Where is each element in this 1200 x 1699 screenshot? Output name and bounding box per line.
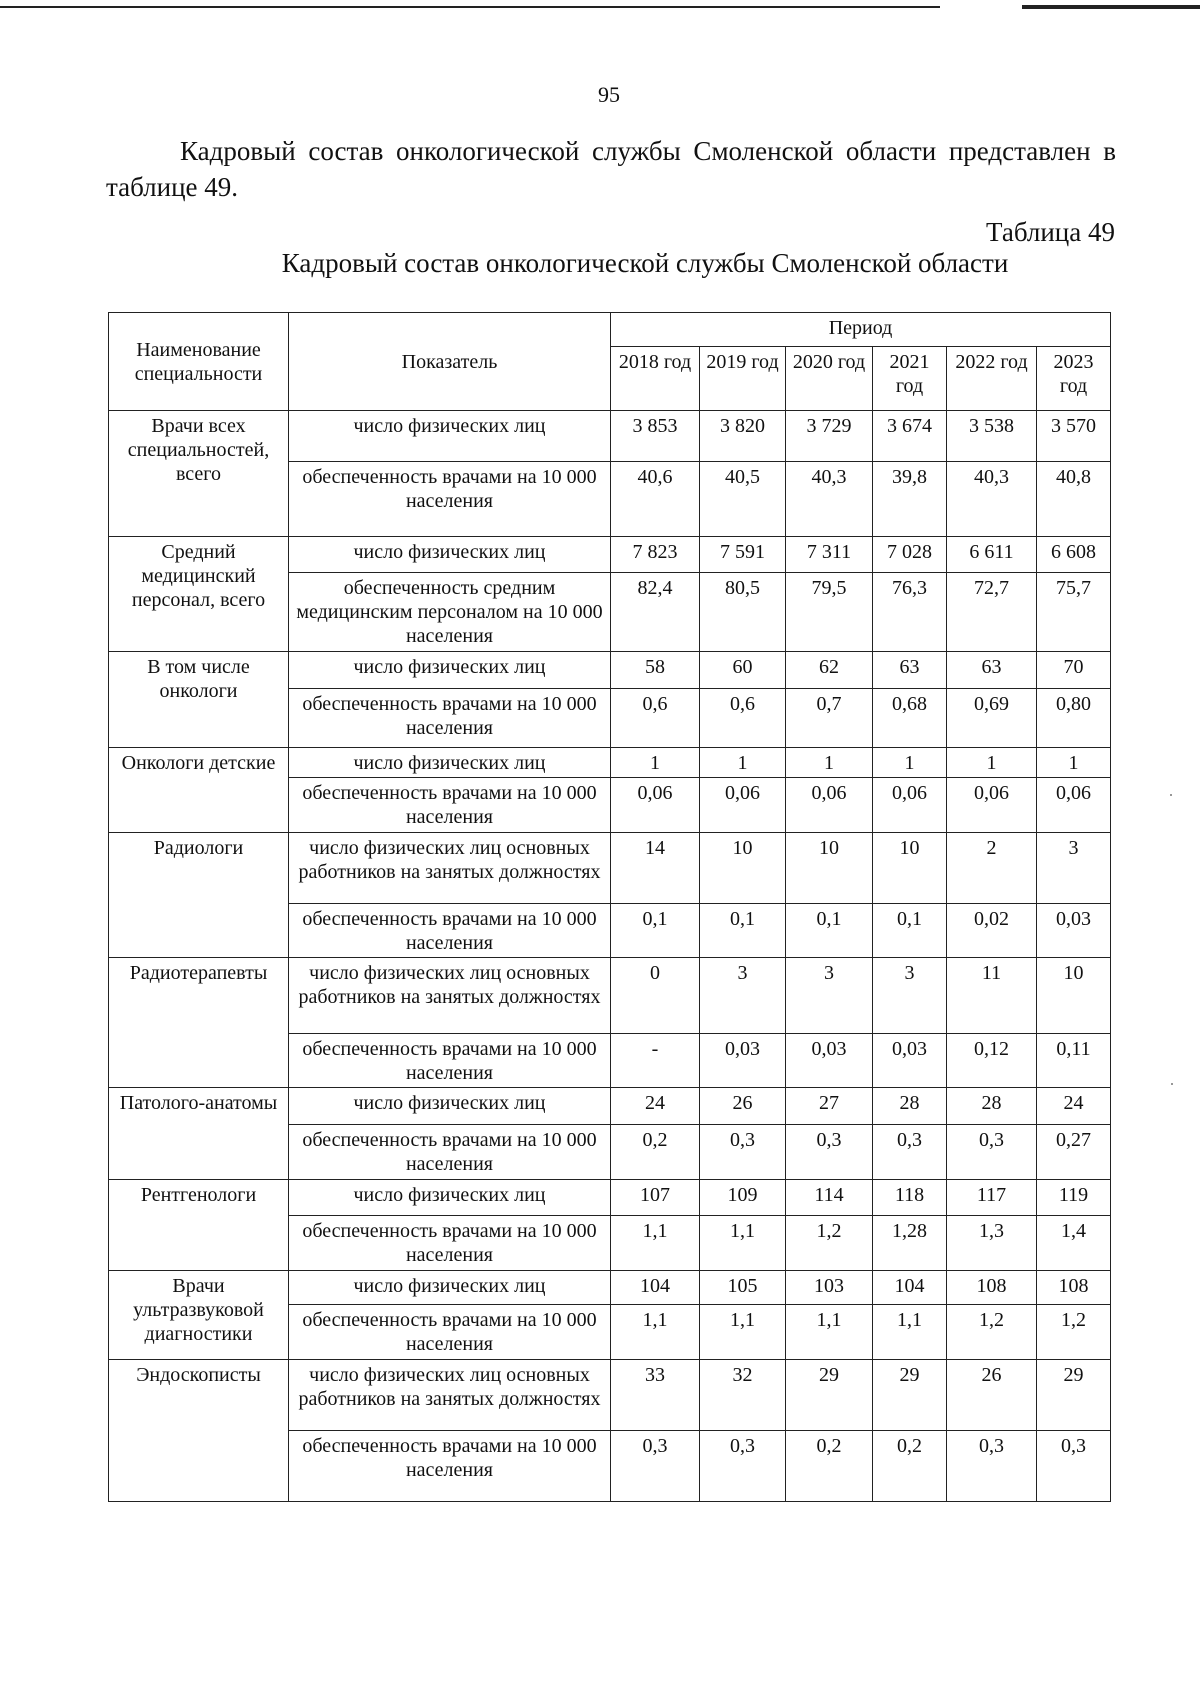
- value-cell: 0,12: [947, 1033, 1037, 1088]
- value-cell: 72,7: [947, 573, 1037, 652]
- value-cell: 1,1: [611, 1305, 700, 1360]
- value-cell: 0: [611, 958, 700, 1033]
- value-cell: 0,03: [700, 1033, 786, 1088]
- specialty-cell: Врачи ультразвуковой диагностики: [109, 1270, 289, 1359]
- header-year: 2020 год: [786, 347, 873, 411]
- value-cell: 58: [611, 652, 700, 689]
- value-cell: 0,3: [947, 1430, 1037, 1501]
- indicator-cell: обеспеченность врачами на 10 000 населения: [289, 1033, 611, 1088]
- value-cell: 0,6: [611, 688, 700, 747]
- value-cell: 108: [947, 1270, 1037, 1304]
- table-row: [109, 411, 1111, 462]
- value-cell: 0,68: [873, 688, 947, 747]
- specialty-cell: Радиотерапевты: [109, 958, 289, 1088]
- indicator-cell: число физических лиц основных работников на занятых должностях: [289, 958, 611, 1033]
- value-cell: 10: [700, 832, 786, 903]
- value-cell: 0,06: [786, 778, 873, 833]
- value-cell: 0,02: [947, 903, 1037, 958]
- value-cell: 3 820: [700, 411, 786, 462]
- table-row: [109, 1359, 1111, 1430]
- value-cell: 105: [700, 1270, 786, 1304]
- value-cell: 104: [873, 1270, 947, 1304]
- scan-speck: [1171, 1083, 1173, 1085]
- specialty-cell: Радиологи: [109, 832, 289, 958]
- indicator-cell: число физических лиц основных работников на занятых должностях: [289, 1359, 611, 1430]
- table-title: Кадровый состав онкологической службы Смоленской области: [281, 248, 1009, 278]
- value-cell: 0,3: [873, 1124, 947, 1179]
- staff-table: [108, 312, 1111, 1502]
- value-cell: 103: [786, 1270, 873, 1304]
- value-cell: 1: [611, 747, 700, 777]
- value-cell: 0,06: [700, 778, 786, 833]
- indicator-cell: обеспеченность врачами на 10 000 населения: [289, 1430, 611, 1501]
- indicator-cell: число физических лиц: [289, 411, 611, 462]
- table-label: Таблица 49: [986, 217, 1115, 247]
- value-cell: 104: [611, 1270, 700, 1304]
- value-cell: 0,3: [1037, 1430, 1111, 1501]
- value-cell: 0,3: [947, 1124, 1037, 1179]
- value-cell: 40,6: [611, 461, 700, 536]
- value-cell: 40,3: [786, 461, 873, 536]
- value-cell: 3: [700, 958, 786, 1033]
- value-cell: 29: [1037, 1359, 1111, 1430]
- value-cell: 1: [947, 747, 1037, 777]
- value-cell: 62: [786, 652, 873, 689]
- value-cell: 29: [873, 1359, 947, 1430]
- indicator-cell: обеспеченность врачами на 10 000 населения: [289, 903, 611, 958]
- value-cell: 11: [947, 958, 1037, 1033]
- scan-speck: [1170, 794, 1172, 796]
- value-cell: 63: [873, 652, 947, 689]
- header-year: 2018 год: [611, 347, 700, 411]
- indicator-cell: число физических лиц основных работников на занятых должностях: [289, 832, 611, 903]
- specialty-cell: Патолого-анатомы: [109, 1088, 289, 1179]
- page-number: 95: [598, 82, 620, 107]
- value-cell: 1,2: [786, 1216, 873, 1271]
- value-cell: 1: [786, 747, 873, 777]
- value-cell: 27: [786, 1088, 873, 1125]
- value-cell: 0,06: [947, 778, 1037, 833]
- value-cell: 118: [873, 1179, 947, 1216]
- value-cell: 33: [611, 1359, 700, 1430]
- header-period: Период: [611, 313, 1111, 347]
- indicator-cell: обеспеченность врачами на 10 000 населения: [289, 1305, 611, 1360]
- indicator-cell: число физических лиц: [289, 747, 611, 777]
- table-row: [109, 652, 1111, 689]
- indicator-cell: обеспеченность врачами на 10 000 населения: [289, 778, 611, 833]
- value-cell: 0,2: [786, 1430, 873, 1501]
- table-row: [109, 536, 1111, 573]
- value-cell: 0,1: [611, 903, 700, 958]
- specialty-cell: Онкологи детские: [109, 747, 289, 832]
- value-cell: 0,03: [1037, 903, 1111, 958]
- value-cell: 3: [1037, 832, 1111, 903]
- value-cell: 0,3: [786, 1124, 873, 1179]
- value-cell: 1: [873, 747, 947, 777]
- value-cell: 1,3: [947, 1216, 1037, 1271]
- value-cell: 28: [947, 1088, 1037, 1125]
- value-cell: 10: [1037, 958, 1111, 1033]
- value-cell: 7 823: [611, 536, 700, 573]
- value-cell: 79,5: [786, 573, 873, 652]
- value-cell: 3 674: [873, 411, 947, 462]
- value-cell: 0,11: [1037, 1033, 1111, 1088]
- value-cell: 0,2: [873, 1430, 947, 1501]
- value-cell: 1,1: [786, 1305, 873, 1360]
- value-cell: 1: [700, 747, 786, 777]
- indicator-cell: обеспеченность средним медицинским персоналом на 10 000 населения: [289, 573, 611, 652]
- header-year: 2023 год: [1037, 347, 1111, 411]
- value-cell: 1,1: [611, 1216, 700, 1271]
- value-cell: 0,69: [947, 688, 1037, 747]
- value-cell: 1: [1037, 747, 1111, 777]
- value-cell: 117: [947, 1179, 1037, 1216]
- indicator-cell: число физических лиц: [289, 1179, 611, 1216]
- value-cell: 3: [786, 958, 873, 1033]
- value-cell: 0,03: [873, 1033, 947, 1088]
- value-cell: 0,3: [700, 1430, 786, 1501]
- header-specialty: Наименование специальности: [109, 313, 289, 411]
- indicator-cell: число физических лиц: [289, 1088, 611, 1125]
- value-cell: 10: [786, 832, 873, 903]
- top-scan-rule-right: [1022, 5, 1200, 9]
- value-cell: 0,6: [700, 688, 786, 747]
- table-row: [109, 1179, 1111, 1216]
- value-cell: 109: [700, 1179, 786, 1216]
- table-row: [109, 958, 1111, 1033]
- value-cell: 2: [947, 832, 1037, 903]
- value-cell: 28: [873, 1088, 947, 1125]
- value-cell: 3 729: [786, 411, 873, 462]
- value-cell: 26: [947, 1359, 1037, 1430]
- value-cell: 82,4: [611, 573, 700, 652]
- indicator-cell: число физических лиц: [289, 536, 611, 573]
- header-year: 2019 год: [700, 347, 786, 411]
- value-cell: 63: [947, 652, 1037, 689]
- value-cell: 1,4: [1037, 1216, 1111, 1271]
- value-cell: 7 591: [700, 536, 786, 573]
- value-cell: 6 608: [1037, 536, 1111, 573]
- value-cell: 107: [611, 1179, 700, 1216]
- indicator-cell: обеспеченность врачами на 10 000 населения: [289, 1216, 611, 1271]
- table-row: [109, 1270, 1111, 1304]
- value-cell: 3 570: [1037, 411, 1111, 462]
- value-cell: 1,2: [1037, 1305, 1111, 1360]
- value-cell: 26: [700, 1088, 786, 1125]
- intro-paragraph: Кадровый состав онкологической службы Смоленской области представлен в таблице 49.: [106, 136, 1116, 202]
- value-cell: 3: [873, 958, 947, 1033]
- value-cell: 29: [786, 1359, 873, 1430]
- table-row: [109, 832, 1111, 903]
- header-indicator: Показатель: [289, 313, 611, 411]
- table-row: [109, 747, 1111, 777]
- value-cell: 1,28: [873, 1216, 947, 1271]
- value-cell: 108: [1037, 1270, 1111, 1304]
- value-cell: 0,06: [873, 778, 947, 833]
- value-cell: 76,3: [873, 573, 947, 652]
- specialty-cell: Эндоскописты: [109, 1359, 289, 1501]
- indicator-cell: обеспеченность врачами на 10 000 населения: [289, 688, 611, 747]
- value-cell: 75,7: [1037, 573, 1111, 652]
- value-cell: 0,03: [786, 1033, 873, 1088]
- value-cell: 40,8: [1037, 461, 1111, 536]
- value-cell: 0,06: [611, 778, 700, 833]
- value-cell: 10: [873, 832, 947, 903]
- value-cell: 0,7: [786, 688, 873, 747]
- value-cell: 70: [1037, 652, 1111, 689]
- indicator-cell: число физических лиц: [289, 652, 611, 689]
- value-cell: 0,1: [786, 903, 873, 958]
- value-cell: 24: [1037, 1088, 1111, 1125]
- specialty-cell: Врачи всех специальностей, всего: [109, 411, 289, 537]
- value-cell: 1,1: [873, 1305, 947, 1360]
- value-cell: 114: [786, 1179, 873, 1216]
- top-scan-rule: [0, 6, 940, 8]
- value-cell: 80,5: [700, 573, 786, 652]
- value-cell: 40,3: [947, 461, 1037, 536]
- value-cell: 7 311: [786, 536, 873, 573]
- header-year: 2021 год: [873, 347, 947, 411]
- value-cell: 6 611: [947, 536, 1037, 573]
- specialty-cell: В том числе онкологи: [109, 652, 289, 747]
- value-cell: 0,27: [1037, 1124, 1111, 1179]
- value-cell: 40,5: [700, 461, 786, 536]
- value-cell: 39,8: [873, 461, 947, 536]
- value-cell: 0,3: [611, 1430, 700, 1501]
- value-cell: 14: [611, 832, 700, 903]
- indicator-cell: обеспеченность врачами на 10 000 населения: [289, 1124, 611, 1179]
- value-cell: 1,1: [700, 1305, 786, 1360]
- specialty-cell: Рентгенологи: [109, 1179, 289, 1270]
- value-cell: 0,2: [611, 1124, 700, 1179]
- value-cell: 0,80: [1037, 688, 1111, 747]
- header-year: 2022 год: [947, 347, 1037, 411]
- value-cell: 32: [700, 1359, 786, 1430]
- value-cell: 1,1: [700, 1216, 786, 1271]
- value-cell: -: [611, 1033, 700, 1088]
- value-cell: 7 028: [873, 536, 947, 573]
- value-cell: 0,06: [1037, 778, 1111, 833]
- value-cell: 60: [700, 652, 786, 689]
- indicator-cell: обеспеченность врачами на 10 000 населения: [289, 461, 611, 536]
- value-cell: 0,1: [873, 903, 947, 958]
- indicator-cell: число физических лиц: [289, 1270, 611, 1304]
- table-row: [109, 1088, 1111, 1125]
- value-cell: 0,1: [700, 903, 786, 958]
- value-cell: 119: [1037, 1179, 1111, 1216]
- value-cell: 0,3: [700, 1124, 786, 1179]
- value-cell: 3 853: [611, 411, 700, 462]
- specialty-cell: Средний медицинский персонал, всего: [109, 536, 289, 652]
- value-cell: 3 538: [947, 411, 1037, 462]
- value-cell: 1,2: [947, 1305, 1037, 1360]
- value-cell: 24: [611, 1088, 700, 1125]
